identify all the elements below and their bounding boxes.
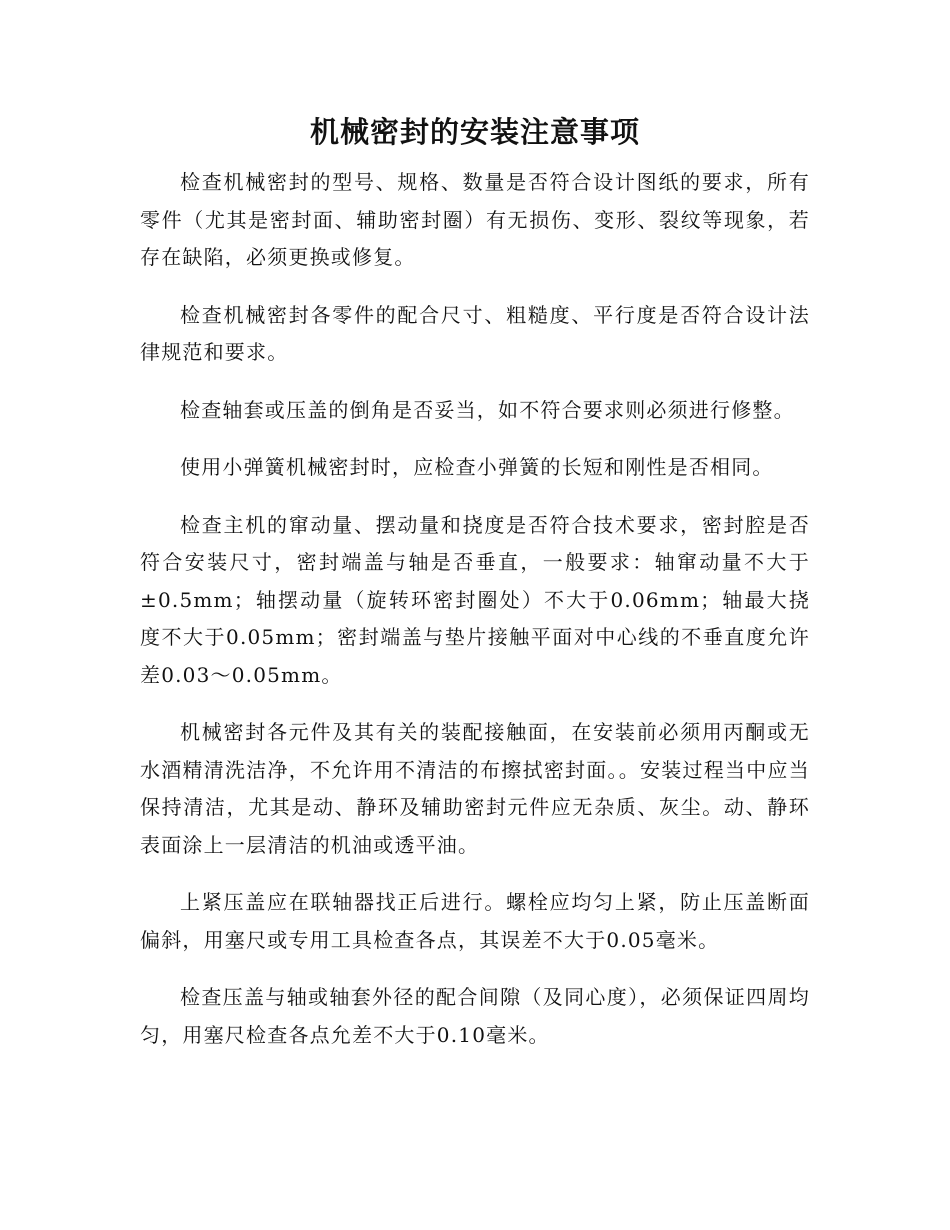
paragraph-gland-tightening: 上紧压盖应在联轴器找正后进行。螺栓应均匀上紧，防止压盖断面偏斜，用塞尺或专用工具检查各点，其误差不大于0.05毫米。 (140, 890, 810, 952)
paragraph-inspect-model: 检查机械密封的型号、规格、数量是否符合设计图纸的要求，所有零件（尤其是密封面、辅助密封圈）有无损伤、变形、裂纹等现象，若存在缺陷，必须更换或修复。 (140, 170, 810, 269)
document-title: 机械密封的安装注意事项 (309, 115, 640, 149)
paragraph-shaft-tolerance: 检查主机的窜动量、摆动量和挠度是否符合技术要求，密封腔是否符合安装尺寸，密封端盖与轴是否垂直，一般要求：轴窜动量不大于±0.5mm；轴摆动量（旋转环密封圈处）不大于0.06mm；轴最大挠度不大于0.05mm；密封端盖与垫片接触平面对中心线的不垂直度允许差0.03～0.05mm。 (140, 512, 810, 687)
paragraph-gland-clearance: 检查压盖与轴或轴套外径的配合间隙（及同心度），必须保证四周均匀，用塞尺检查各点允差不大于0.10毫米。 (140, 985, 810, 1047)
paragraph-inspect-dimensions: 检查机械密封各零件的配合尺寸、粗糙度、平行度是否符合设计法律规范和要求。 (140, 302, 810, 364)
document-body (140, 164, 810, 1074)
paragraph-inspect-chamfer: 检查轴套或压盖的倒角是否妥当，如不符合要求则必须进行修整。 (180, 397, 795, 422)
paragraph-small-spring: 使用小弹簧机械密封时，应检查小弹簧的长短和刚性是否相同。 (180, 455, 774, 479)
paragraph-cleaning: 机械密封各元件及其有关的装配接触面，在安装前必须用丙酮或无水酒精清洗洁净，不允许用不清洁的布擦拭密封面。。安装过程当中应当保持清洁，尤其是动、静环及辅助密封元件应无杂质、灰尘。动、静环表面涂上一层清洁的机油或透平油。 (140, 720, 810, 857)
